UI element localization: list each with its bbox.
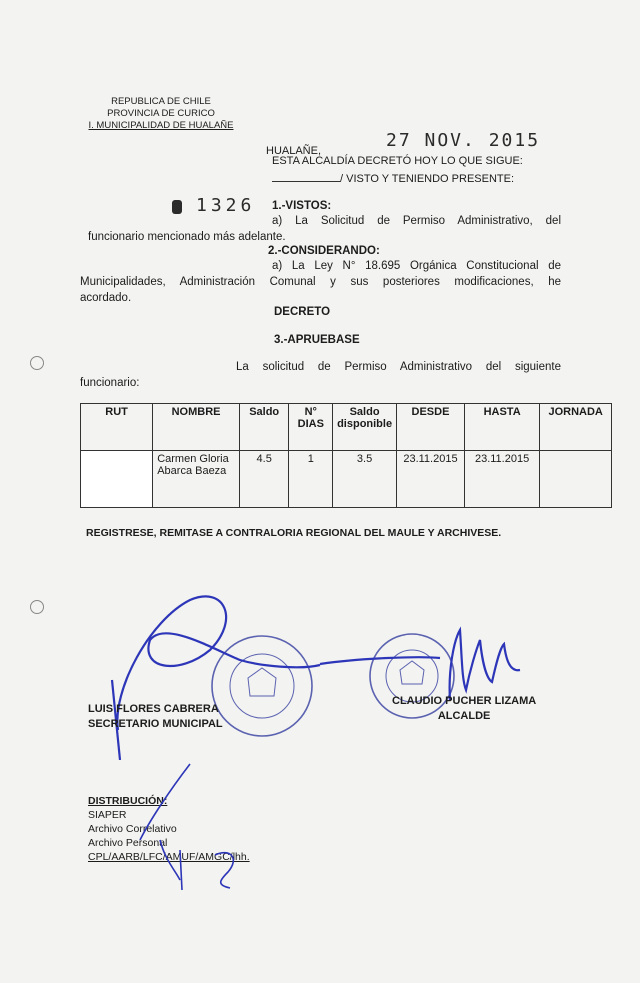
cell-dias: 1 [289,451,333,508]
cell-saldo-disponible: 3.5 [333,451,397,508]
distribution-item: Archivo Correlativo [88,823,177,835]
right-signer-name: CLAUDIO PUCHER LIZAMA [392,695,537,707]
col-header-desde: DESDE [397,404,465,451]
right-signature-icon [320,630,520,700]
letterhead-province: PROVINCIA DE CURICO [107,108,215,119]
cell-desde: 23.11.2015 [397,451,465,508]
blank-underline [272,171,340,182]
right-signature-block [392,694,536,724]
cell-nombre: Carmen Gloria Abarca Baeza [153,451,240,508]
apruebase-heading: 3.-APRUEBASE [274,334,360,346]
left-signer-name: LUIS FLORES CABRERA [88,703,219,715]
col-header-saldo: Saldo [239,404,289,451]
cell-jornada [540,451,612,508]
col-header-rut: RUT [81,404,153,451]
visto-text: / VISTO Y TENIENDO PRESENTE: [340,173,515,185]
cell-saldo: 4.5 [239,451,289,508]
considerando-heading: 2.-CONSIDERANDO: [268,245,380,257]
left-signature-icon [112,596,320,760]
left-signature-block [88,702,223,732]
permission-table [80,403,612,508]
table-row [81,451,612,508]
decree-number: 1326 [196,195,256,216]
decreto-heading: DECRETO [274,306,331,318]
hole-punch-icon [30,356,44,370]
distribution-item: CPL/AARB/LFC/AMUF/AMGC/lhh. [88,851,250,863]
stamp-mark-icon [172,200,182,214]
left-signer-title: SECRETARIO MUNICIPAL [88,718,223,730]
col-header-jornada: JORNADA [540,404,612,451]
cell-rut [81,451,153,508]
letterhead-municipality: I. MUNICIPALIDAD DE HUALAÑE [88,120,234,131]
decree-number-stamp [172,195,255,216]
place: HUALAÑE, [266,145,322,157]
vistos-text-2: funcionario mencionado más adelante. [88,231,286,243]
vistos-text-1: a) La Solicitud de Permiso Administrativo, del [272,215,561,227]
distribution-item: Archivo Personal [88,837,168,849]
col-header-dias: N° DIAS [289,404,333,451]
solicitud-text-1: La solicitud de Permiso Administrativo del siguiente [236,361,561,373]
solicitud-text-2: funcionario: [80,377,140,389]
intro-line: ESTA ALCALDÍA DECRETÓ HOY LO QUE SIGUE: [272,155,523,167]
considerando-text-2: Municipalidades, Administración Comunal y sus posteriores modificaciones, he [80,276,561,288]
col-header-nombre: NOMBRE [153,404,240,451]
date-stamp: 27 NOV. 2015 [386,130,541,151]
considerando-text-1: a) La Ley N° 18.695 Orgánica Constitucional de [272,260,561,272]
distribution-item: SIAPER [88,809,127,821]
visto-line [272,171,514,185]
table-header-row [81,404,612,451]
letterhead-country: REPUBLICA DE CHILE [111,96,211,107]
hole-punch-icon [30,600,44,614]
distribution-heading: DISTRIBUCIÓN: [88,795,168,807]
considerando-text-3: acordado. [80,292,132,304]
right-signer-title: ALCALDE [437,710,491,722]
registrese-line: REGISTRESE, REMITASE A CONTRALORIA REGIONAL DEL MAULE Y ARCHIVESE. [86,527,502,539]
letterhead [80,96,242,132]
initials-artwork [120,760,260,900]
vistos-heading: 1.-VISTOS: [272,200,332,212]
initials-signature-icon [140,764,233,890]
col-header-saldo-disponible: Saldo disponible [333,404,397,451]
cell-hasta: 23.11.2015 [464,451,539,508]
left-stamp-icon [212,636,312,736]
col-header-hasta: HASTA [464,404,539,451]
